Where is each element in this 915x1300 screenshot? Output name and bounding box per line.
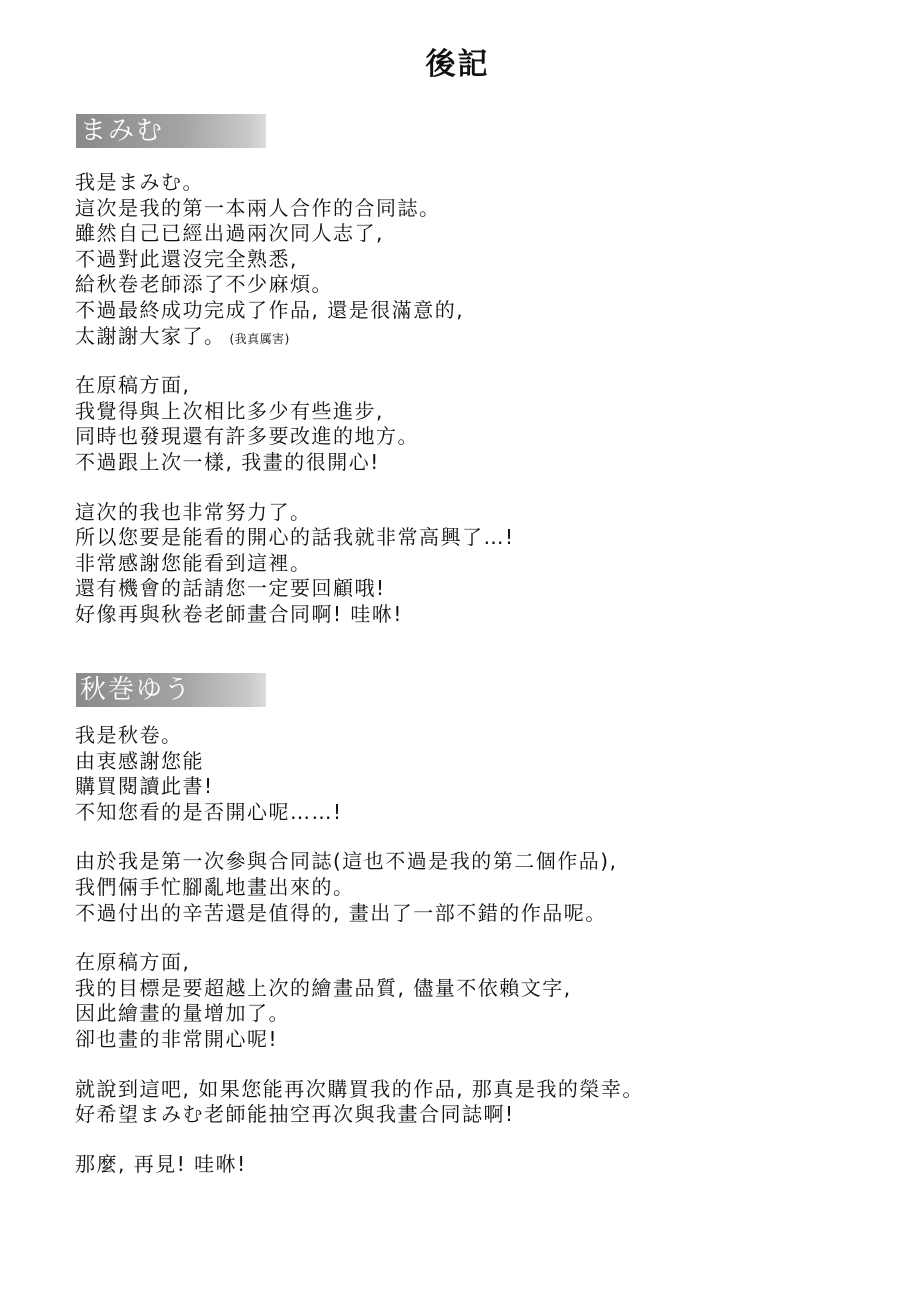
- text-line: 我覺得與上次相比多少有些進步,: [75, 398, 384, 423]
- text-line: 還有機會的話請您一定要回顧哦!: [75, 576, 386, 601]
- paragraph: [75, 1152, 644, 1178]
- text-line: 不知您看的是否開心呢……!: [75, 799, 343, 824]
- text-line: 我們倆手忙腳亂地畫出來的。: [75, 874, 355, 899]
- text-line: 我是秋卷。: [75, 723, 183, 747]
- afterword-mamimu: [75, 170, 515, 652]
- text-line: 所以您要是能看的開心的話我就非常高興了…!: [75, 525, 515, 550]
- aside-note: (我真厲害): [229, 331, 290, 346]
- text-line: 不過對此還沒完全熟悉,: [75, 246, 298, 271]
- paragraph: [75, 373, 515, 475]
- text-line: 不過付出的辛苦還是值得的, 畫出了一部不錯的作品呢。: [75, 900, 607, 925]
- text-line-main: 太謝謝大家了。: [75, 323, 226, 348]
- text-line: 非常感謝您能看到這裡。: [75, 550, 312, 575]
- author-banner-akimaki: [76, 673, 266, 707]
- text-line: 由於我是第一次參與合同誌(這也不過是我的第二個作品),: [75, 849, 618, 874]
- text-line: 這次是我的第一本兩人合作的合同誌。: [75, 195, 441, 220]
- text-line: 給秋卷老師添了不少麻煩。: [75, 272, 333, 297]
- paragraph: [75, 1077, 644, 1128]
- text-line-with-note: [75, 324, 515, 350]
- page-title: 後記: [425, 47, 490, 82]
- text-line: 我是まみむ。: [75, 170, 204, 194]
- paragraph: [75, 950, 644, 1052]
- afterword-akimaki: [75, 723, 644, 1201]
- text-line: 在原稿方面,: [75, 373, 191, 398]
- paragraph: [75, 849, 644, 926]
- text-line: 就說到這吧, 如果您能再次購買我的作品, 那真是我的榮幸。: [75, 1076, 644, 1101]
- paragraph: [75, 170, 515, 349]
- text-line: 卻也畫的非常開心呢!: [75, 1026, 279, 1051]
- author-banner-mamimu: [76, 114, 266, 148]
- text-line: 不過跟上次一樣, 我畫的很開心!: [75, 449, 380, 474]
- text-line: 我的目標是要超越上次的繪畫品質, 儘量不依賴文字,: [75, 975, 572, 1000]
- text-line: 購買閱讀此書!: [75, 774, 214, 799]
- text-line: 那麼, 再見! 哇咻!: [75, 1151, 247, 1176]
- text-line: 在原稿方面,: [75, 950, 191, 975]
- text-line: 不過最終成功完成了作品, 還是很滿意的,: [75, 297, 465, 322]
- text-line: 雖然自己已經出過兩次同人志了,: [75, 221, 384, 246]
- author-name: 秋巻ゆう: [80, 675, 193, 705]
- text-line: 好希望まみむ老師能抽空再次與我畫合同誌啊!: [75, 1102, 515, 1127]
- text-line: 同時也發現還有許多要改進的地方。: [75, 424, 419, 449]
- text-line: 這次的我也非常努力了。: [75, 499, 312, 524]
- text-line: 因此繪畫的量增加了。: [75, 1001, 290, 1026]
- paragraph: [75, 723, 644, 825]
- text-line: 好像再與秋卷老師畫合同啊! 哇咻!: [75, 601, 403, 626]
- author-name: まみむ: [80, 116, 165, 146]
- paragraph: [75, 500, 515, 628]
- text-line: 由衷感謝您能: [75, 748, 204, 773]
